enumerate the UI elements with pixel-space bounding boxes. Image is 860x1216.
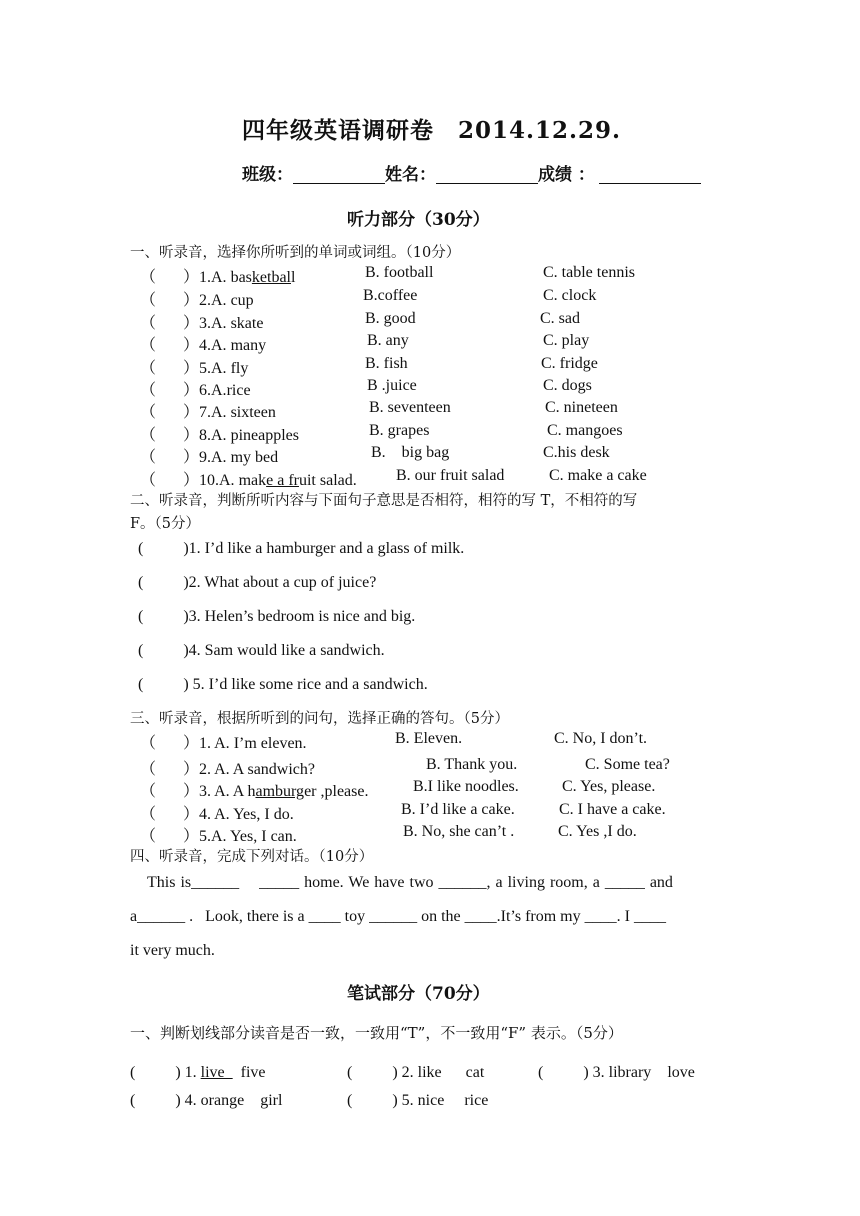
list-item: （ [140,472,157,489]
list-item: ( )4. Sam would like a sandwich. [138,642,385,659]
option-b: B. grapes [369,422,430,439]
option-c: C. sad [540,310,580,327]
list-item: ( ) 5. nice rice [347,1092,489,1109]
list-item: （ [140,315,157,332]
listening-part2-instruction: 二、听录音，判断所听内容与下面句子意思是否相符，相符的写 T，不相符的写 [130,493,638,509]
student-info-row [242,160,701,185]
option-b: B .juice [367,377,417,394]
listening-part1-instruction: 一、听录音，选择你所听到的单词或词组。（10分） [130,245,461,261]
list-item: ( ) 5. I’d like some rice and a sandwich. [138,676,428,693]
dialogue-line: a______ . Look, there is a ____ toy ______ on the ____.It’s from my ____. I ____ [130,908,666,925]
listening-part2-instruction-cont: F。（5分） [130,516,201,532]
list-item-number: ）4.A. many [183,337,267,354]
option-b: B. seventeen [369,399,451,416]
dialogue-line: This is______ _____ home. We have two ______, a living room, a _____ and [147,874,673,891]
option-c: C. Some tea? [585,756,670,773]
written-heading: 笔试部分（70分） [347,984,490,1004]
list-item: ( ) 2. like cat [347,1064,485,1081]
list-item: （ [140,427,157,444]
list-item: ( ) 4. orange girl [130,1092,283,1109]
option-b: B. football [365,264,434,281]
list-item-number: ）5.A. Yes, I can. [183,828,297,845]
list-item-number: ）4. A. Yes, I do. [183,806,294,823]
option-c: C. nineteen [545,399,618,416]
list-item: （ [140,269,157,286]
option-c: C. play [543,332,590,349]
option-b: B. any [367,332,409,349]
list-item: （ [140,360,157,377]
list-item: ( )3. Helen’s bedroom is nice and big. [138,608,416,625]
option-c: C. dogs [543,377,592,394]
score-label: 成绩 ： [538,165,595,185]
list-item: （ [140,828,157,845]
list-item-number: ）9.A. my bed [183,449,279,466]
list-item: ( )1. I’d like a hamburger and a glass of milk. [138,540,465,557]
list-item: ( ) 1. live five [130,1064,266,1081]
list-item: （ [140,449,157,466]
list-item: （ [140,382,157,399]
option-b: B.coffee [363,287,418,304]
option-c: C. clock [543,287,597,304]
list-item-number: ）8.A. pineapples [183,427,299,444]
written-part1-instruction: 一、判断划线部分读音是否一致，一致用“T”，不一致用“F” 表示。（5分） [130,1024,623,1042]
name-blank[interactable] [436,165,538,184]
option-c: C. I have a cake. [559,801,666,818]
option-b: B. Eleven. [395,730,463,747]
class-label: 班级： [242,165,293,185]
list-item-number: ）1.A. basketball [183,269,296,286]
listening-heading: 听力部分（30分） [347,210,490,230]
list-item: ( ) 3. library love [538,1064,695,1081]
option-c: C. Yes ,I do. [558,823,637,840]
option-c: C. Yes, please. [562,778,656,795]
name-label: 姓名： [385,165,436,185]
option-b: B. fish [365,355,408,372]
option-c: C. fridge [541,355,598,372]
dialogue-line: it very much. [130,942,215,959]
list-item: （ [140,735,157,752]
list-item: （ [140,337,157,354]
list-item-number: ）10.A. make a fruit salad. [183,472,357,489]
listening-part3-instruction: 三、听录音，根据所听到的问句，选择正确的答句。（5分） [130,711,509,727]
page-title: 四年级英语调研卷 2014.12.29. [242,117,622,144]
option-b: B. big bag [371,444,450,461]
list-item-number: ）2. A. A sandwich? [183,761,315,778]
option-c: C. mangoes [547,422,623,439]
option-b: B. I’d like a cake. [401,801,515,818]
list-item-number: ）2.A. cup [183,292,254,309]
listening-part4-instruction: 四、听录音，完成下列对话。（10分） [130,849,374,865]
list-item-number: ）3.A. skate [183,315,264,332]
class-blank[interactable] [293,165,385,184]
list-item: （ [140,783,157,800]
option-b: B. good [365,310,416,327]
list-item: ( )2. What about a cup of juice? [138,574,377,591]
option-c: C. make a cake [549,467,647,484]
list-item-number: ）1. A. I’m eleven. [183,735,307,752]
option-b: B.I like noodles. [413,778,519,795]
option-b: B. our fruit salad [396,467,505,484]
list-item-number: ）3. A. A hamburger ,please. [183,783,369,800]
option-c: C.his desk [543,444,610,461]
option-c: C. table tennis [543,264,635,281]
list-item-number: ）6.A.rice [183,382,251,399]
list-item: （ [140,806,157,823]
option-b: B. No, she can’t . [403,823,515,840]
option-c: C. No, I don’t. [554,730,648,747]
list-item: （ [140,292,157,309]
list-item-number: ）7.A. sixteen [183,404,276,421]
score-blank[interactable] [599,165,701,184]
option-b: B. Thank you. [426,756,518,773]
list-item: （ [140,761,157,778]
list-item-number: ）5.A. fly [183,360,249,377]
list-item: （ [140,404,157,421]
